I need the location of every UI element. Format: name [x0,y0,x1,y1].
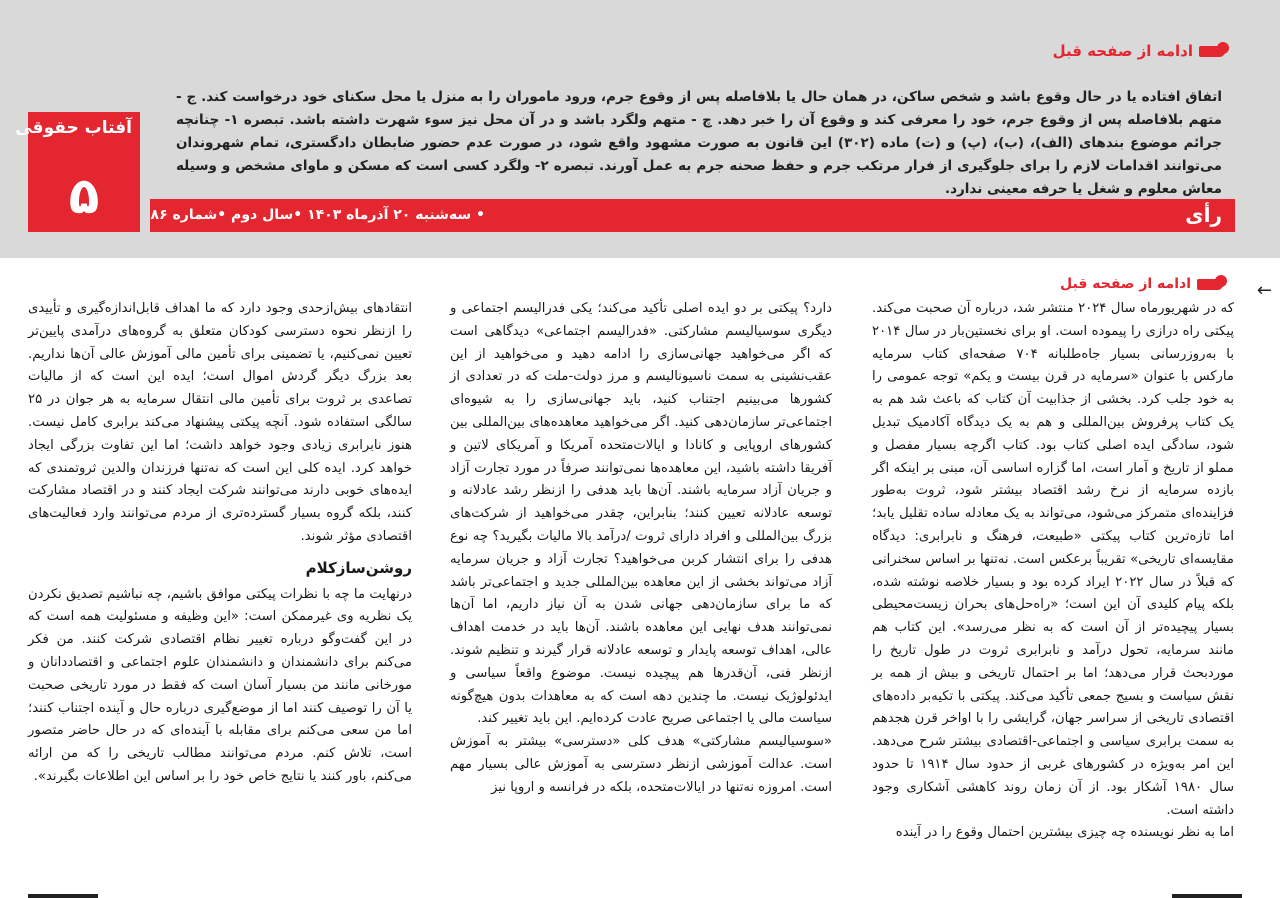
column-paragraph: «سوسیالیسم مشارکتی» هدف کلی «دسترسی» بیشتر به آموزش است. عدالت آموزشی ازنظر دسترسی به آموزش عالی بسیار مهم است. امروزه نه‌تنها در ایالات‌متحده، بلکه در فرانسه و اروپا نیز [450,734,832,795]
logo-name: آفتاب حقوقی [15,118,132,138]
column-left [28,298,412,789]
column-right [872,298,1234,845]
body-continued-label [1060,276,1223,292]
column-middle [450,298,832,800]
footer-rule [28,894,98,898]
body-continued-text: ادامه از صفحه قبل [1060,276,1191,292]
header-continued-label [1053,42,1225,60]
header-continued-text: ادامه از صفحه قبل [1052,42,1193,60]
header-article-text: اتفاق افتاده یا در حال وقوع باشد و شخص ساکن، در همان حال یا بلافاصله پس از وقوع جرم، ورود ماموران را به منزل یا محل سکنای خود درخواست کند. ج - متهم بلافاصله پس از وقوع جرم، خود را معرفی کند و وقوع آن را خبر دهد. چ - متهم ولگرد باشد و در آن محل نیز سوء شهرت داشته باشد. تبصره ۱- چنانچه جرائم موضوع بندهای (الف)، (ب)، (پ) و (ت) ماده (۳۰۲) این قانون به صورت مشهود واقع شود، در صورت عدم حضور ضابطان دادگستری، تمام شهروندان می‌توانند اقدامات لازم را برای جلوگیری از فرار مرتکب جرم و حفظ صحنه جرم به عمل آورند. تبصره ۲- ولگرد کسی است که مسکن و ماوای مشخص و وسیله معاش معلوم و شغل یا حرفه معینی ندارد. [176,89,1223,197]
page-number: ۵ [68,167,100,225]
arrow-left-icon: ← [1256,280,1272,301]
column-paragraph: که در شهریورماه سال ۲۰۲۴ منتشر شد، درباره آن صحبت می‌کند. پیکتی راه درازی را پیموده است. او برای نخستین‌بار در سال ۲۰۱۴ با به‌روزرسانی بسیار جاه‌طلبانه ۷۰۴ صفحه‌ای کتاب سرمایه مارکس با عنوان «سرمایه در قرن بیست و یکم» توجه عمومی را به خود جلب کرد. بخشی از جذابیت آن کتاب که باعث شد هم به یک کتاب پرفروش بین‌المللی و هم به یک دیدگاه آکادمیک تبدیل شود، سادگی ایده اصلی کتاب بود. کتاب اگرچه بسیار مفصل و مملو از تاریخ و آمار است، اما گزاره اساسی آن، مبنی بر اینکه اگر بازده سرمایه از نرخ رشد اقتصاد بیشتر شود، ثروت به‌طور فزاینده‌ای متمرکز می‌شود، می‌تواند به یک معادله ساده تقلیل یابد؛ اما تازه‌ترین کتاب پیکتی «طبیعت، فرهنگ و نابرابری: دیدگاه مقایسه‌ای تاریخی» تقریباً برعکس است. نه‌تنها بر اساس سخنرانی که قبلاً در سال ۲۰۲۲ ایراد کرده بود و بسیار خلاصه نوشته شده، بلکه پیام کلیدی آن این است؛ «راه‌حل‌های بحران زیست‌محیطی بسیار پیچیده‌تر از آن است که به نظر می‌رسد». این کتاب هم مانند سرمایه، تحول درآمد و نابرابری ثروت در طول تاریخ را موردبحث قرار می‌دهد؛ اما بر احتمال تاریخی و بیش از همه بر نقش سیاست و بسیج جمعی تأکید می‌کند. پیکتی با تکیه‌بر داده‌های اقتصادی تاریخی از سراسر جهان، گرایشی را با اواخر قرن هجدهم به سمت برابری سیاسی و اجتماعی-اقتصادی بیشتر شرح می‌دهد. این امر به‌ویژه در کشورهای غربی از حدود سال ۱۹۱۴ تا حدود سال ۱۹۸۰ آشکار بود. از آن زمان روند کاهشی آشکاری وجود داشته است. [872,301,1235,818]
section-title: رأی [1185,203,1222,227]
footer-rule [1172,894,1242,898]
column-paragraph: دارد؟ پیکتی بر دو ایده اصلی تأکید می‌کند؛ یکی فدرالیسم اجتماعی و دیگری سوسیالیسم مشارکتی. «فدرالیسم اجتماعی» دیدگاهی است که اگر می‌خواهید جهانی‌سازی را ادامه دهید و می‌خواهید از این عقب‌نشینی به سمت ناسیونالیسم و مرز دولت-ملت که در تعدادی از کشورها می‌بینیم اجتناب کنید، باید جهانی‌سازی را به شیوه‌ای اجتماعی‌تر سازمان‌دهی کنید. اگر می‌خواهید معاهده‌های بین‌المللی بین کشورهای اروپایی و کانادا و ایالات‌متحده آمریکا و آمریکای لاتین و آفریقا داشته باشید، این معاهده‌ها نمی‌توانند صرفاً در مورد تجارت آزاد و جریان آزاد سرمایه باشند. آن‌ها باید هدفی را ازنظر رشد عادلانه و توسعه عادلانه تعیین کنند؛ بنابراین، چقدر می‌خواهید از شرکت‌های بزرگ بین‌المللی و افراد دارای ثروت /درآمد بالا مالیات بگیرید؟ چه نوع هدفی را برای انتشار کربن می‌خواهید؟ تجارت آزاد و جریان سرمایه آزاد می‌تواند بخشی از این معاهده بین‌المللی جدید و اجتماعی‌تر باشد که ما برای سازمان‌دهی جهانی شدن به آن نیاز داریم، اما آن‌ها نمی‌توانند هدف نهایی این معاهده باشند. آن‌ها باید در خدمت اهداف عالی، اهداف توسعه پایدار و توسعه عادلانه قرار گیرند و تنظیم شوند. ازنظر فنی، آن‌قدرها هم پیچیده نیست. موضوع واقعاً سیاسی و ایدئولوژیک نیست. ما چندین دهه است که به معاهدات بدون هیچ‌گونه سیاست مالی یا اجتماعی صریح عادت کرده‌ایم. این باید تغییر کند. [450,301,832,727]
page-header [0,0,1280,258]
column-paragraph: درنهایت ما چه با نظرات پیکتی موافق باشیم، چه نباشیم تصدیق نکردن یک نظریه وی غیرممکن است: «این وظیفه و مسئولیت همه است که در این گفت‌وگو درباره تغییر نظام اقتصادی شرکت کنند. من فکر می‌کنم برای دانشمندان و دانشمندان علوم اجتماعی و اقتصاددانان و مورخانی مانند من بسیار آسان است که فقط در مورد تاریخی صحبت یا آن را توصیف کنند اما از موضع‌گیری درباره حال و آینده اجتناب کنند؛ اما من سعی می‌کنم برای مقابله با آینده‌ای که در حال حاضر متصور است، تلاش کنم. مردم می‌توانند مطالب تاریخی را که من ارائه می‌کنم، باور کنند یا نتایج خاص خود را بر اساس این اطلاعات بگیرند». [28,586,412,784]
column-paragraph: انتقادهای بیش‌ازحدی وجود دارد که ما اهداف قابل‌اندازه‌گیری و تأییدی را ازنظر نحوه دسترسی کودکان متعلق به گروه‌های درآمدی پایین‌تر تعیین نمی‌کنیم، یا تضمینی برای تأمین مالی آموزش عالی آن‌ها نداریم. بعد بزرگ دیگر گردش اموال است؛ ایده این است که از مالیات تصاعدی بر ثروت برای تأمین مالی انتقال سرمایه به هر جوان در ۲۵ سالگی استفاده شود. آنچه پیکتی پیشنهاد می‌کند برابری کامل نیست. هنوز نابرابری زیادی وجود خواهد داشت؛ اما این تفاوت بزرگی ایجاد خواهد کرد. ایده کلی این است که نه‌تنها فرزندان والدین ثروتمندی که ایده‌های خوبی دارند می‌توانند شرکت ایجاد کنند و در اقتصاد مشارکت کنند، بلکه گروه بسیار گسترده‌تری از مردم می‌توانند وارد فعالیت‌های اقتصادی مؤثر شوند. [28,301,412,544]
issue-info: • سه‌شنبه ۲۰ آذرماه ۱۴۰۳ •سال دوم •شماره ۸۶ [150,207,485,223]
newspaper-logo [15,112,140,232]
pointing-hand-icon [1197,279,1223,290]
column-paragraph: اما به نظر نویسنده چه چیزی بیشترین احتمال وقوع را در آینده [895,825,1234,841]
subheading: روشن‌سازکلام [305,558,412,577]
section-bar [150,199,1235,232]
pointing-hand-icon [1199,46,1225,57]
